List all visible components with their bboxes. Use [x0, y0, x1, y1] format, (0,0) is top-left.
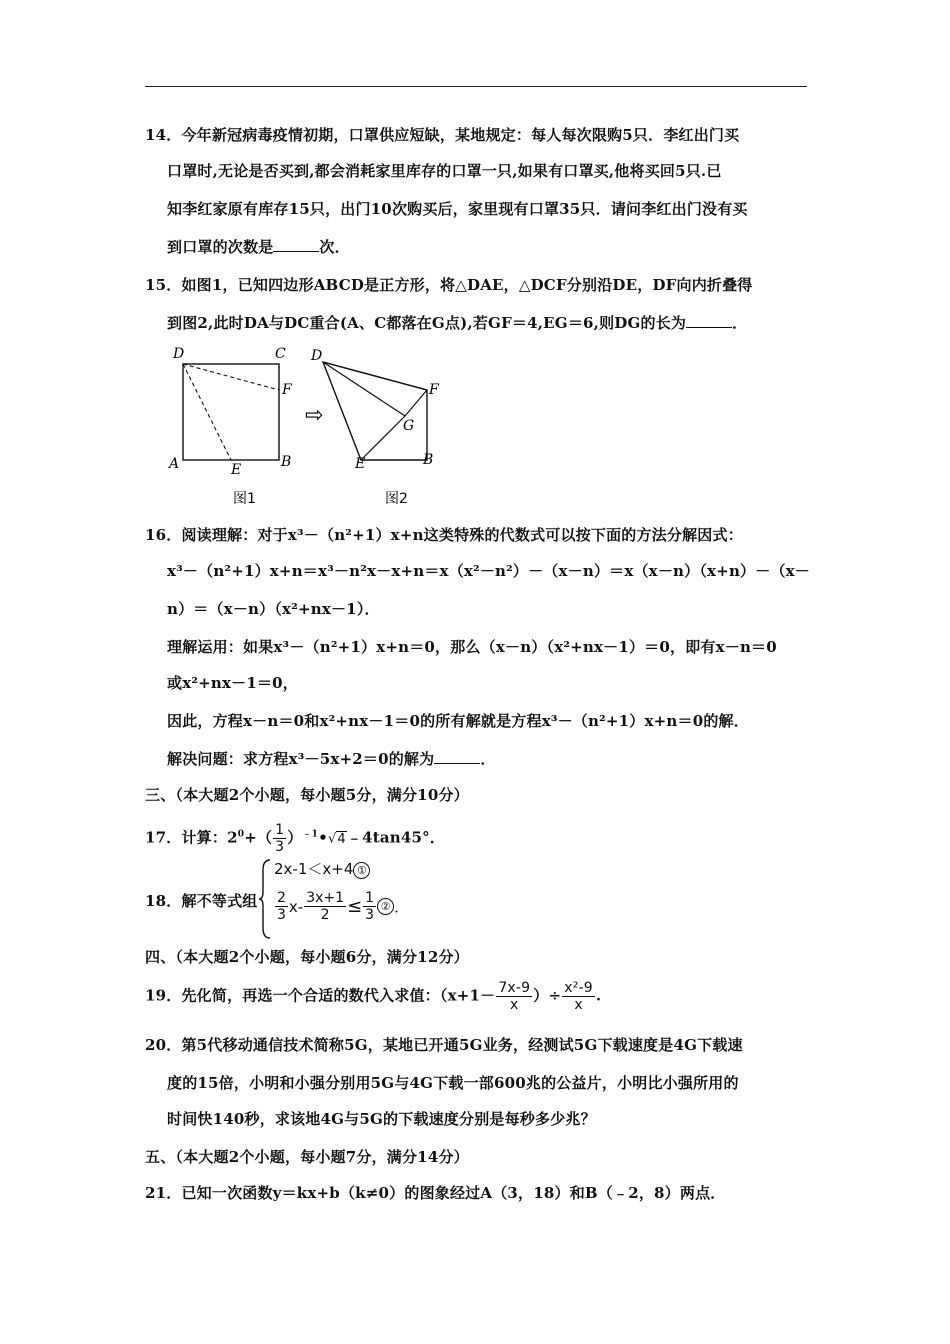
- q16-line-2: x³－（n²+1）x+n＝x³－n²x－x+n＝x（x²－n²）－（x－n）＝x（x－n）（x+n）－（x－: [167, 562, 810, 580]
- q17-dot: •: [318, 828, 328, 847]
- fig2-label-b: B: [423, 452, 434, 468]
- q19-frac-2-num: x²-9: [564, 980, 593, 996]
- q18-frac-a-num: 2: [277, 890, 286, 906]
- q20-line-2: 度的15倍，小明和小强分别用5G与4G下载一部600兆的公益片，小明比小强所用的: [167, 1074, 739, 1092]
- q18-frac-b-num: 3x+1: [306, 890, 345, 906]
- q21-line: 21．已知一次函数y＝kx+b（k≠0）的图象经过A（3，18）和B（﹣2，8）两点．: [145, 1184, 726, 1202]
- q19-end: .: [595, 986, 602, 1005]
- q16-line-6: 因此，方程x－n＝0和x²+nx－1＝0的所有解就是方程x³－（n²+1）x+n＝0的解．: [167, 712, 749, 730]
- q16-line-4: 理解运用：如果x³－（n²+1）x+n＝0，那么（x－n）（x²+nx－1）＝0，即有x－n＝0: [167, 638, 777, 656]
- q17-plus: +（: [244, 828, 273, 847]
- fig2-caption: 图2: [385, 491, 408, 507]
- segment-df: [323, 362, 427, 390]
- q19-frac-1-num: 7x-9: [498, 980, 531, 996]
- fig1-label-a: A: [169, 456, 180, 472]
- q19-prefix: 19．先化简，再选一个合适的数代入求值：（x+1－: [145, 986, 496, 1005]
- q18-row-1: [274, 858, 370, 879]
- q15-line-1: 15．如图1，已知四边形ABCD是正方形，将△DAE，△DCF分别沿DE，DF向内折叠得: [145, 276, 753, 294]
- fig1-label-c: C: [275, 346, 286, 362]
- segment-dg: [323, 362, 405, 416]
- q18-inequality-system: [258, 858, 428, 940]
- q20-line-3: 时间快140秒，求该地4G与5G的下载速度分别是每秒多少兆？: [167, 1110, 596, 1128]
- answer-blank: [273, 239, 319, 252]
- q18-ineq-1: 2x-1＜x+4: [274, 860, 354, 878]
- q18-frac-c-num: 1: [365, 890, 375, 906]
- q19-frac-1: [496, 980, 532, 1013]
- q14-line-3: 知李红家原有库存15只，出门10次购买后，家里现有口罩35只．请问李红出门没有买: [167, 200, 748, 218]
- q14-line-4: [167, 236, 350, 257]
- fig1-label-d: D: [173, 346, 185, 362]
- q18-end: ．: [394, 898, 410, 916]
- q14-line-1: 14．今年新冠病毒疫情初期，口罩供应短缺，某地规定：每人每次限购5只．李红出门买: [145, 126, 740, 144]
- q16-line-7: [167, 748, 496, 769]
- q18-label: 18．解不等式组: [145, 892, 258, 910]
- q19-mid: ）÷: [533, 986, 562, 1005]
- fig1-caption: 图1: [233, 491, 256, 507]
- q18-frac-c-den: 3: [365, 907, 375, 923]
- q17-frac-num: 1: [275, 822, 285, 838]
- section-3-heading: 三、（本大题2个小题，每小题5分，满分10分）: [145, 786, 469, 804]
- q17-fraction: [273, 822, 286, 855]
- q14-line-4-end: 次．: [319, 238, 350, 256]
- q19-frac-2: [562, 980, 595, 1013]
- q19-frac-2-den: x: [574, 997, 583, 1013]
- segment-eg: [361, 416, 405, 460]
- q18-mark-1: ①: [353, 862, 370, 879]
- q20-line-1: 20．第5代移动通信技术简称5G，某地已开通5G业务，经测试5G下载速度是4G下载速: [145, 1036, 743, 1054]
- q17-sqrt: [328, 831, 347, 847]
- q18-frac-a: [275, 890, 288, 923]
- q14-line-2: 口罩时,无论是否买到,都会消耗家里库存的口罩一只,如果有口罩买,他将买回5只.已: [167, 162, 722, 180]
- fig1-label-b: B: [281, 454, 292, 470]
- q16-line-5: 或x²+nx－1＝0，: [167, 674, 299, 692]
- q18-mark-2: ②: [377, 898, 394, 915]
- sqrt-icon: √: [327, 831, 337, 847]
- q15-line-2: [167, 312, 747, 333]
- header-rule: [145, 86, 807, 87]
- q18-row-2: [274, 890, 409, 923]
- q18-frac-b-den: 2: [320, 907, 330, 923]
- q17-exp1: ﹣1: [302, 829, 319, 840]
- fold-line-df: [183, 364, 279, 390]
- fold-line-de: [183, 364, 231, 460]
- q18-frac-a-den: 3: [277, 907, 286, 923]
- answer-blank: [686, 315, 732, 328]
- q17-line: [145, 822, 445, 855]
- q19-line: [145, 980, 601, 1013]
- q18-frac-c: [363, 890, 376, 923]
- fig1-label-f: F: [282, 382, 292, 398]
- q15-line-2-end: ．: [732, 314, 748, 332]
- transform-arrow-icon: ⇨: [305, 403, 324, 428]
- segment-fg: [405, 390, 427, 416]
- q17-frac-den: 3: [275, 839, 285, 855]
- fig1-label-e: E: [231, 462, 242, 478]
- q18-leq: ≤: [347, 896, 363, 917]
- answer-blank: [434, 751, 480, 764]
- section-5-heading: 五、（本大题2个小题，每小题7分，满分14分）: [145, 1148, 469, 1166]
- q18-frac-b: [304, 890, 346, 923]
- q15-line-2-text: 到图2,此时DA与DC重合(A、C都落在G点),若GF＝4,EG＝6,则DG的长为: [167, 314, 687, 332]
- fig2-label-d: D: [311, 348, 323, 364]
- q18-x: x-: [288, 897, 304, 916]
- brace-icon: [258, 858, 272, 940]
- q16-line-1: 16．阅读理解：对于x³－（n²+1）x+n这类特殊的代数式可以按下面的方法分解因式：: [145, 526, 743, 544]
- q19-frac-1-den: x: [510, 997, 519, 1013]
- section-4-heading: 四、（本大题2个小题，每小题6分，满分12分）: [145, 948, 469, 966]
- q17-prefix: 17．计算：2: [145, 828, 238, 847]
- fig2-label-g: G: [403, 418, 415, 434]
- q17-radicand: 4: [337, 831, 346, 847]
- fig2-label-f: F: [429, 382, 439, 398]
- q17-post: ﹣4tan45°．: [346, 828, 446, 847]
- q16-line-7-text: 解决问题：求方程x³－5x+2＝0的解为: [167, 750, 435, 768]
- q15-figures: [165, 340, 455, 515]
- q17-exp0: 0: [237, 829, 245, 840]
- q14-line-4-text: 到口罩的次数是: [167, 238, 274, 256]
- q16-line-7-end: ．: [480, 750, 496, 768]
- fig2-label-e: E: [355, 456, 366, 472]
- square-abcd: [183, 364, 279, 460]
- q17-close: ）: [287, 828, 303, 847]
- q16-line-3: n）＝（x－n）（x²+nx－1）．: [167, 600, 380, 618]
